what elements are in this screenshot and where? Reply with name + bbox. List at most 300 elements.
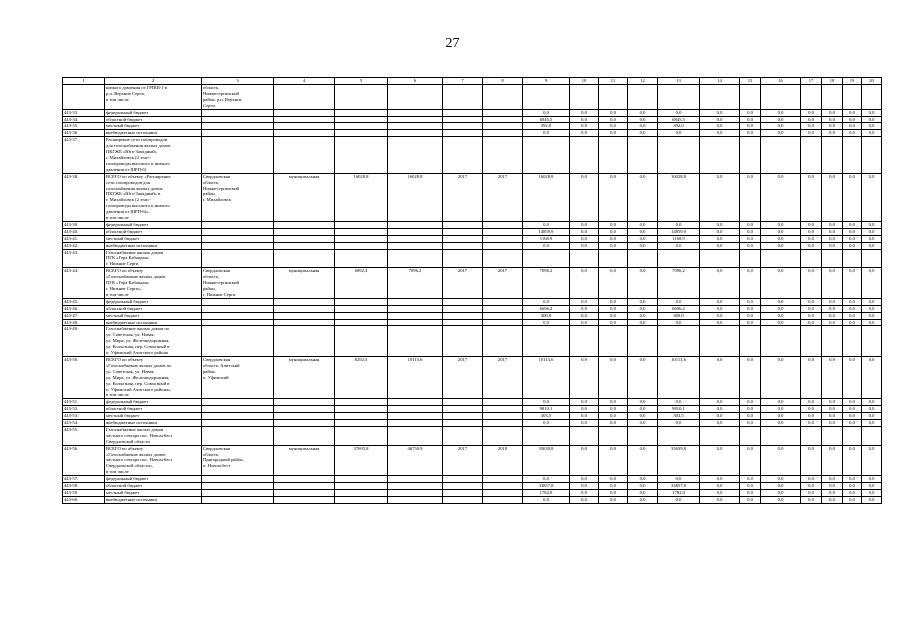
table-cell: 0,0: [822, 268, 843, 299]
table-cell: 0,0: [658, 476, 700, 483]
column-number: 7: [443, 78, 483, 85]
table-cell: [483, 85, 523, 110]
table-cell: 16028,8: [335, 173, 388, 221]
table-cell: [335, 221, 388, 228]
table-cell: [443, 137, 483, 173]
table-cell: [388, 298, 443, 305]
table-cell: [483, 305, 523, 312]
table-cell: 0,0: [740, 228, 761, 235]
table-cell: 33857,8: [523, 483, 570, 490]
table-cell: [388, 221, 443, 228]
table-cell: 0,0: [822, 109, 843, 116]
table-cell: [388, 413, 443, 420]
table-cell: [658, 426, 700, 445]
table-cell: [570, 249, 599, 268]
table-cell: 0,0: [523, 130, 570, 137]
table-cell: 0,0: [628, 312, 658, 319]
table-cell: 0,0: [740, 445, 761, 476]
table-row: [63, 228, 882, 235]
table-cell: 0,0: [801, 221, 822, 228]
table-cell: 0,0: [822, 399, 843, 406]
table-cell: 0,0: [843, 483, 862, 490]
table-cell: муниципальная: [274, 173, 335, 221]
table-cell: 0,0: [862, 221, 882, 228]
table-cell: [700, 85, 740, 110]
table-cell: 0,0: [822, 130, 843, 137]
table-cell: 0,0: [523, 221, 570, 228]
table-cell: 0,0: [761, 413, 801, 420]
table-cell: 0,0: [822, 123, 843, 130]
table-cell: [483, 399, 523, 406]
table-cell: [388, 399, 443, 406]
table-cell: [843, 137, 862, 173]
table-cell: [335, 483, 388, 490]
table-cell: 0,0: [801, 356, 822, 398]
table-cell: 0,0: [570, 221, 599, 228]
table-cell: [388, 319, 443, 326]
table-cell: [843, 426, 862, 445]
table-cell: [335, 235, 388, 242]
table-cell: 400,0: [658, 312, 700, 319]
table-cell: [388, 109, 443, 116]
table-cell: 0,0: [570, 312, 599, 319]
table-cell: [388, 228, 443, 235]
table-cell: 443-38.: [63, 173, 105, 221]
table-cell: 0,0: [700, 483, 740, 490]
table-cell: 443-44.: [63, 268, 105, 299]
table-cell: 0,0: [822, 235, 843, 242]
table-cell: [274, 130, 335, 137]
table-cell: 0,0: [599, 228, 628, 235]
table-cell: 0,0: [740, 242, 761, 249]
table-cell: [570, 426, 599, 445]
table-row: [63, 221, 882, 228]
table-cell: [483, 116, 523, 123]
table-cell: 443-36.: [63, 130, 105, 137]
column-number: 14: [700, 78, 740, 85]
table-cell: [202, 490, 274, 497]
table-cell: 7096,2: [523, 268, 570, 299]
table-cell: 0,0: [599, 406, 628, 413]
table-cell: Свердловская область, Ачитский район, п. Уфимский: [202, 356, 274, 398]
table-cell: [335, 406, 388, 413]
table-cell: [388, 130, 443, 137]
table-cell: Свердловская область, Нижнесергинский район, г. Михайловск: [202, 173, 274, 221]
table-cell: [822, 426, 843, 445]
table-cell: 0,0: [862, 173, 882, 221]
table-cell: местный бюджет: [105, 123, 202, 130]
table-cell: [862, 137, 882, 173]
table-cell: 0,0: [570, 123, 599, 130]
table-cell: [335, 109, 388, 116]
table-cell: 0,0: [761, 496, 801, 503]
table-cell: [274, 483, 335, 490]
table-cell: 0,0: [599, 242, 628, 249]
table-cell: [523, 85, 570, 110]
table-cell: 0,0: [599, 356, 628, 398]
table-cell: [599, 85, 628, 110]
table-cell: [700, 249, 740, 268]
table-cell: местный бюджет: [105, 413, 202, 420]
table-cell: [523, 249, 570, 268]
table-cell: федеральный бюджет: [105, 221, 202, 228]
table-cell: 0,0: [822, 490, 843, 497]
table-cell: [761, 249, 801, 268]
table-cell: [274, 123, 335, 130]
table-cell: [599, 249, 628, 268]
table-row: [63, 249, 882, 268]
column-number: 15: [740, 78, 761, 85]
table-cell: 443-46.: [63, 305, 105, 312]
table-cell: [63, 85, 105, 110]
table-row: [63, 496, 882, 503]
table-cell: 0,0: [822, 476, 843, 483]
table-cell: 443-60.: [63, 496, 105, 503]
table-cell: 0,0: [801, 173, 822, 221]
table-cell: 0,0: [761, 399, 801, 406]
table-cell: [202, 426, 274, 445]
table-cell: [335, 476, 388, 483]
table-cell: [628, 137, 658, 173]
table-row: [63, 268, 882, 299]
table-cell: 443-57.: [63, 476, 105, 483]
table-row: [63, 356, 882, 398]
table-cell: 0,0: [599, 305, 628, 312]
table-cell: [202, 326, 274, 357]
table-cell: [388, 249, 443, 268]
table-cell: федеральный бюджет: [105, 399, 202, 406]
table-cell: [335, 242, 388, 249]
table-cell: 0,0: [862, 476, 882, 483]
table-cell: 0,0: [740, 490, 761, 497]
table-cell: 443-40.: [63, 228, 105, 235]
table-cell: 0,0: [628, 445, 658, 476]
table-cell: 0,0: [801, 399, 822, 406]
table-cell: Газоснабжение жилых домов по ул. Советская, ул. Новая, ул. Мира, ул. Железнодорожная, ул. Колхозная, пер. Совхозный в п. Уфимский Ачитского района: [105, 326, 202, 357]
table-cell: 2017: [443, 173, 483, 221]
table-cell: [628, 249, 658, 268]
table-cell: 0,0: [740, 319, 761, 326]
table-cell: 33857,8: [658, 483, 700, 490]
table-cell: [274, 326, 335, 357]
table-cell: местный бюджет: [105, 312, 202, 319]
table-cell: [483, 496, 523, 503]
table-cell: [443, 305, 483, 312]
table-cell: 0,0: [801, 235, 822, 242]
table-cell: Газоснабжение жилых домов ПГК «Гора Кабацкая» г. Нижние Серги: [105, 249, 202, 268]
table-cell: 0,0: [822, 496, 843, 503]
table-cell: [658, 85, 700, 110]
table-cell: 0,0: [570, 406, 599, 413]
table-cell: [274, 319, 335, 326]
table-cell: 0,0: [599, 399, 628, 406]
table-cell: 0,0: [570, 490, 599, 497]
table-body: [63, 78, 882, 504]
table-row: [63, 490, 882, 497]
table-cell: 0,0: [862, 319, 882, 326]
table-cell: 0,0: [761, 476, 801, 483]
table-cell: внебюджетные источники: [105, 420, 202, 427]
table-cell: [843, 249, 862, 268]
table-cell: [274, 221, 335, 228]
table-row: [63, 109, 882, 116]
table-cell: 0,0: [740, 420, 761, 427]
table-cell: [483, 221, 523, 228]
table-cell: [483, 426, 523, 445]
table-cell: 0,0: [801, 319, 822, 326]
table-cell: [335, 137, 388, 173]
table-cell: 7096,2: [658, 268, 700, 299]
table-cell: [335, 249, 388, 268]
table-cell: 0,0: [862, 483, 882, 490]
table-cell: [801, 249, 822, 268]
table-cell: 0,0: [658, 298, 700, 305]
table-cell: [335, 123, 388, 130]
table-cell: [202, 476, 274, 483]
table-cell: 0,0: [628, 420, 658, 427]
table-cell: 0,0: [843, 268, 862, 299]
table-cell: [202, 137, 274, 173]
table-cell: [443, 413, 483, 420]
table-cell: 0,0: [801, 228, 822, 235]
table-cell: 0,0: [801, 312, 822, 319]
table-cell: 0,0: [599, 221, 628, 228]
table-cell: [202, 130, 274, 137]
column-number-row: [63, 78, 882, 85]
table-cell: 14859,9: [658, 228, 700, 235]
column-number: 6: [388, 78, 443, 85]
table-cell: 0,0: [570, 268, 599, 299]
table-cell: [801, 85, 822, 110]
table-cell: [335, 326, 388, 357]
table-cell: 6892,4: [335, 268, 388, 299]
table-cell: [761, 85, 801, 110]
table-cell: [483, 312, 523, 319]
table-row: [63, 173, 882, 221]
column-number: 16: [761, 78, 801, 85]
table-cell: [202, 399, 274, 406]
table-cell: [388, 305, 443, 312]
table-cell: 46750,9: [388, 445, 443, 476]
table-cell: [443, 249, 483, 268]
table-cell: 0,0: [599, 268, 628, 299]
table-cell: [483, 413, 523, 420]
table-cell: [483, 298, 523, 305]
table-cell: 0,0: [801, 406, 822, 413]
table-row: [63, 312, 882, 319]
table-cell: 0,0: [843, 305, 862, 312]
table-cell: 0,0: [658, 399, 700, 406]
table-cell: Свердловская область, Пригородный район, п. Новоасбест: [202, 445, 274, 476]
table-cell: 0,0: [843, 130, 862, 137]
table-cell: 7096,2: [388, 268, 443, 299]
table-cell: 0,0: [801, 496, 822, 503]
table-cell: 0,0: [700, 268, 740, 299]
table-cell: 0,0: [761, 312, 801, 319]
table-cell: [443, 130, 483, 137]
table-cell: 0,0: [599, 445, 628, 476]
table-row: [63, 242, 882, 249]
table-cell: [335, 298, 388, 305]
table-cell: [443, 312, 483, 319]
table-cell: внебюджетные источники: [105, 496, 202, 503]
table-cell: [388, 312, 443, 319]
budget-table: [62, 77, 882, 504]
table-cell: местный бюджет: [105, 490, 202, 497]
table-cell: 0,0: [740, 356, 761, 398]
table-cell: [740, 137, 761, 173]
table-cell: 0,0: [570, 319, 599, 326]
table-cell: [274, 312, 335, 319]
table-cell: ВСЕГО по объекту «Газоснабжение жилых домов частного сектора пос. Новоасбест Свердловской области», в том числе: [105, 445, 202, 476]
table-cell: 0,0: [628, 356, 658, 398]
table-cell: [443, 228, 483, 235]
table-cell: 0,0: [570, 109, 599, 116]
table-cell: 0,0: [862, 399, 882, 406]
table-cell: [658, 249, 700, 268]
table-cell: 0,0: [700, 490, 740, 497]
table-row: [63, 445, 882, 476]
table-cell: [740, 326, 761, 357]
table-cell: [443, 426, 483, 445]
table-cell: 0,0: [523, 420, 570, 427]
table-cell: 0,0: [570, 235, 599, 242]
table-cell: [335, 116, 388, 123]
table-cell: [761, 326, 801, 357]
table-cell: 0,0: [628, 116, 658, 123]
table-cell: [700, 426, 740, 445]
table-cell: [388, 490, 443, 497]
table-cell: областной бюджет: [105, 116, 202, 123]
table-cell: [202, 221, 274, 228]
column-number: 10: [570, 78, 599, 85]
table-cell: 6696,2: [523, 305, 570, 312]
table-cell: 0,0: [740, 268, 761, 299]
table-cell: [822, 85, 843, 110]
table-cell: 0,0: [761, 298, 801, 305]
table-cell: Газоснабжение жилых домов частного сектора пос. Новоасбест Свердловской области: [105, 426, 202, 445]
table-cell: [274, 399, 335, 406]
table-cell: 0,0: [761, 356, 801, 398]
table-cell: 0,0: [862, 235, 882, 242]
table-cell: 0,0: [570, 228, 599, 235]
table-cell: 0,0: [801, 420, 822, 427]
table-row: [63, 319, 882, 326]
table-cell: [335, 496, 388, 503]
table-cell: 0,0: [822, 221, 843, 228]
column-number: 13: [658, 78, 700, 85]
table-cell: 0,0: [822, 228, 843, 235]
column-number: 2: [105, 78, 202, 85]
table-cell: 0,0: [570, 305, 599, 312]
table-cell: 443-43.: [63, 249, 105, 268]
table-cell: 0,0: [843, 413, 862, 420]
table-cell: [443, 326, 483, 357]
table-cell: 0,0: [843, 242, 862, 249]
table-cell: 443-49.: [63, 326, 105, 357]
table-cell: 0,0: [843, 221, 862, 228]
table-cell: 0,0: [761, 221, 801, 228]
table-cell: [388, 85, 443, 110]
table-cell: 0,0: [822, 298, 843, 305]
table-cell: 0,0: [761, 242, 801, 249]
table-cell: 0,0: [628, 130, 658, 137]
table-cell: 0,0: [599, 312, 628, 319]
table-cell: [443, 298, 483, 305]
table-cell: [274, 249, 335, 268]
table-cell: 37695,8: [335, 445, 388, 476]
table-cell: федеральный бюджет: [105, 476, 202, 483]
table-cell: [388, 426, 443, 445]
table-cell: 0,0: [740, 496, 761, 503]
table-cell: 0,0: [822, 420, 843, 427]
table-cell: [202, 298, 274, 305]
table-cell: [862, 249, 882, 268]
table-cell: 0,0: [822, 305, 843, 312]
table-cell: [523, 137, 570, 173]
table-cell: [388, 123, 443, 130]
table-cell: 0,0: [700, 305, 740, 312]
table-cell: 443-47.: [63, 312, 105, 319]
table-cell: 0,0: [843, 420, 862, 427]
table-cell: 0,0: [700, 221, 740, 228]
table-cell: [202, 305, 274, 312]
table-row: [63, 123, 882, 130]
table-row: [63, 426, 882, 445]
table-cell: 0,0: [628, 476, 658, 483]
table-cell: 0,0: [700, 298, 740, 305]
table-cell: 0,0: [801, 268, 822, 299]
table-cell: [843, 85, 862, 110]
table-cell: 9810,1: [658, 406, 700, 413]
table-cell: [274, 476, 335, 483]
table-cell: [443, 109, 483, 116]
table-cell: 0,0: [801, 476, 822, 483]
column-number: 5: [335, 78, 388, 85]
table-cell: 0,0: [570, 298, 599, 305]
table-cell: 0,0: [761, 445, 801, 476]
table-cell: областной бюджет: [105, 406, 202, 413]
table-cell: [274, 426, 335, 445]
table-cell: [443, 85, 483, 110]
table-cell: 0,0: [628, 319, 658, 326]
table-cell: 0,0: [628, 221, 658, 228]
table-cell: 0,0: [628, 406, 658, 413]
table-row: [63, 116, 882, 123]
table-cell: 0,0: [801, 490, 822, 497]
table-cell: 0,0: [700, 173, 740, 221]
table-cell: 10113,6: [658, 356, 700, 398]
table-cell: внебюджетные источники: [105, 242, 202, 249]
table-cell: 0,0: [523, 242, 570, 249]
table-cell: [483, 483, 523, 490]
table-cell: 0,0: [599, 298, 628, 305]
table-cell: 0,0: [801, 445, 822, 476]
table-cell: 0,0: [801, 298, 822, 305]
table-cell: ВСЕГО по объекту «Газоснабжение жилых домов ПГК «Гора Кабацкая» г. Нижние Серги», в том числе: [105, 268, 202, 299]
table-cell: [274, 490, 335, 497]
table-cell: [523, 426, 570, 445]
table-row: [63, 305, 882, 312]
table-cell: [658, 137, 700, 173]
table-cell: 0,0: [628, 298, 658, 305]
column-number: 12: [628, 78, 658, 85]
table-cell: [443, 319, 483, 326]
table-cell: [388, 137, 443, 173]
table-cell: 2017: [483, 173, 523, 221]
table-cell: 2017: [443, 356, 483, 398]
table-cell: [483, 228, 523, 235]
